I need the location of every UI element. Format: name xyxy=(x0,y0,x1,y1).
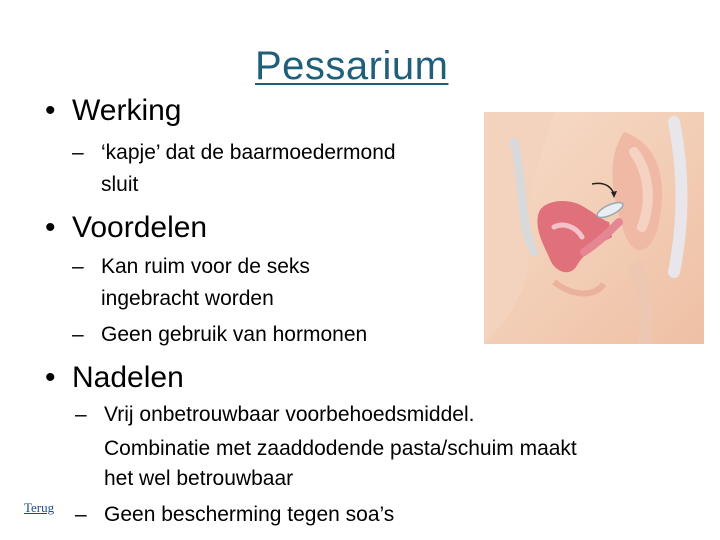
dash-icon: – xyxy=(72,141,84,164)
dash-icon: – xyxy=(72,255,84,278)
voordelen-item-1-cont xyxy=(101,283,274,315)
dash-icon: – xyxy=(75,403,87,426)
item-text: sluit xyxy=(101,173,139,196)
item-text: Geen gebruik van hormonen xyxy=(101,323,368,346)
item-text: Kan ruim voor de seks xyxy=(101,255,310,278)
werking-item xyxy=(72,137,396,169)
item-text: ingebracht worden xyxy=(101,287,274,310)
slide-title: Pessarium xyxy=(255,44,449,88)
heading-nadelen xyxy=(45,361,184,395)
item-text: ‘kapje’ dat de baarmoedermond xyxy=(101,141,396,164)
nadelen-item-2 xyxy=(75,499,395,531)
nadelen-item-1-cont2 xyxy=(104,463,293,495)
dash-icon: – xyxy=(72,323,84,346)
bullet-icon: • xyxy=(45,361,56,394)
voordelen-item-2 xyxy=(72,319,368,351)
dash-icon: – xyxy=(75,503,87,526)
voordelen-item-1 xyxy=(72,251,310,283)
back-link[interactable]: Terug xyxy=(24,500,55,515)
heading-label: Werking xyxy=(72,94,182,127)
item-text: Geen bescherming tegen soa’s xyxy=(104,503,395,526)
bullet-icon: • xyxy=(45,211,56,244)
heading-voordelen xyxy=(45,211,208,245)
item-text: Combinatie met zaaddodende pasta/schuim maakt xyxy=(104,437,577,460)
nadelen-item-1 xyxy=(75,399,475,431)
werking-item-cont xyxy=(101,169,138,201)
heading-werking xyxy=(45,94,182,128)
nadelen-item-1-cont xyxy=(104,433,577,465)
pessary-anatomy-illustration xyxy=(484,112,704,344)
bullet-icon: • xyxy=(45,94,56,127)
heading-label: Voordelen xyxy=(72,211,208,244)
item-text: het wel betrouwbaar xyxy=(104,467,294,490)
heading-label: Nadelen xyxy=(72,361,184,394)
item-text: Vrij onbetrouwbaar voorbehoedsmiddel. xyxy=(104,403,475,426)
